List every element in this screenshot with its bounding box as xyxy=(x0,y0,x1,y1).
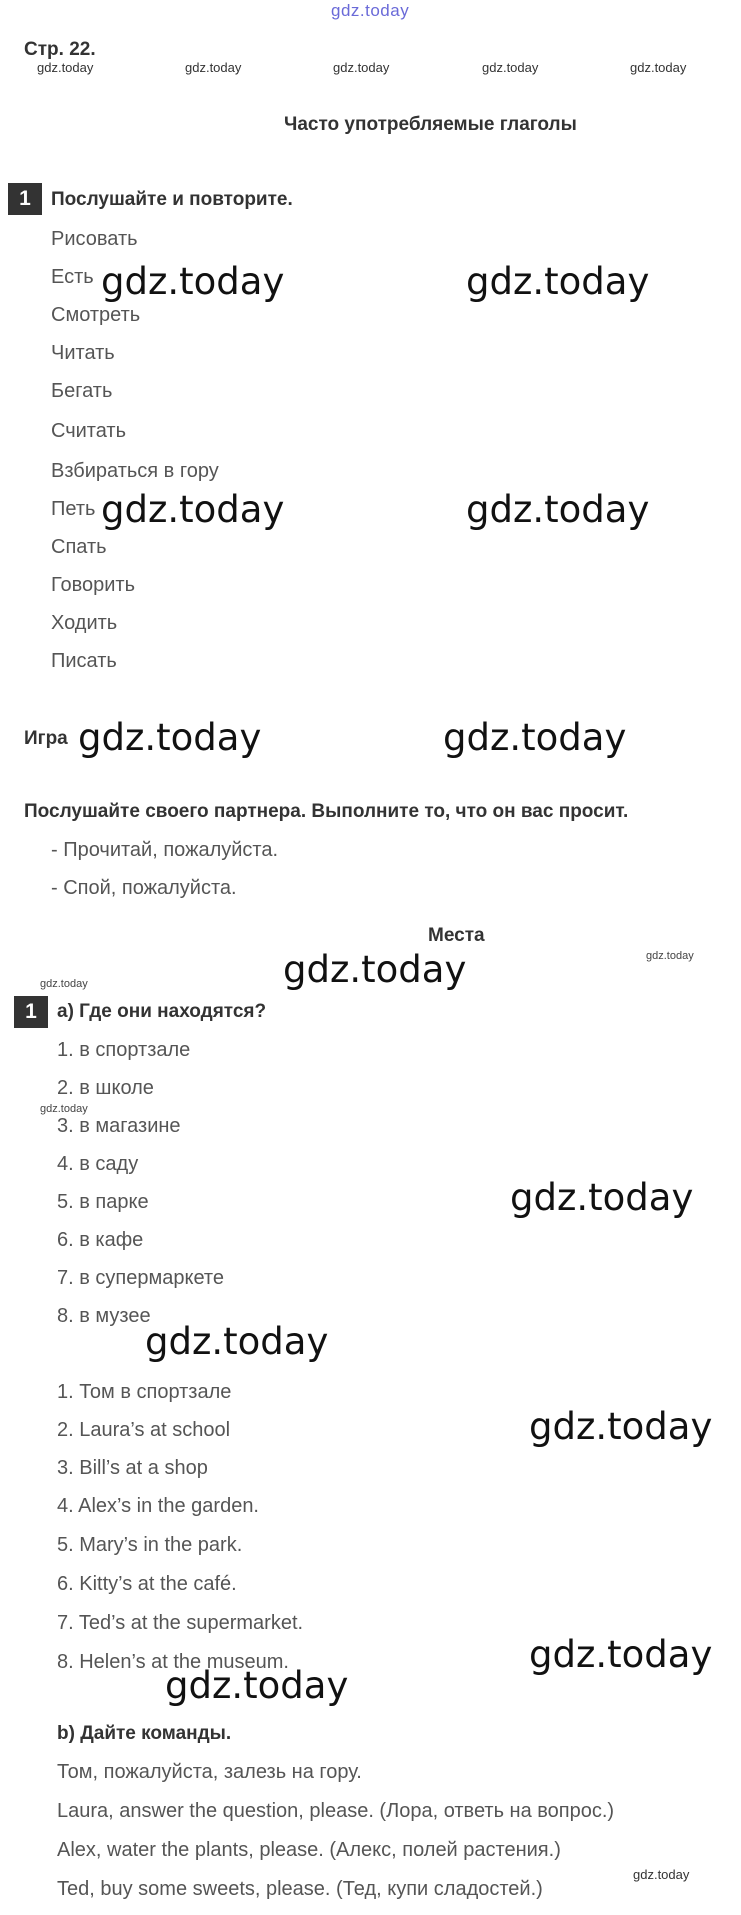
verb-item: Считать xyxy=(51,420,127,442)
big-watermark: gdz.today xyxy=(78,716,262,759)
small-watermark: gdz.today xyxy=(482,60,539,75)
big-watermark: gdz.today xyxy=(165,1664,349,1707)
small-watermark: gdz.today xyxy=(646,950,694,962)
section-title: Места xyxy=(428,925,485,946)
place-item: 8. в музее xyxy=(57,1305,151,1327)
big-watermark: gdz.today xyxy=(466,488,650,531)
command-item: Laura, answer the question, please. (Лора, ответь на вопрос.) xyxy=(57,1800,615,1822)
small-watermark: gdz.today xyxy=(185,60,242,75)
place-item: 6. в кафе xyxy=(57,1229,144,1251)
small-watermark: gdz.today xyxy=(40,978,88,990)
exercise-instruction: Послушайте и повторите. xyxy=(51,189,293,210)
exercise-number-badge: 1 xyxy=(8,183,42,215)
verb-item: Спать xyxy=(51,536,107,558)
big-watermark: gdz.today xyxy=(145,1320,329,1363)
answer-item: 2. Laura’s at school xyxy=(57,1419,231,1441)
big-watermark: gdz.today xyxy=(101,260,285,303)
big-watermark: gdz.today xyxy=(529,1633,713,1676)
big-watermark: gdz.today xyxy=(510,1176,694,1219)
small-watermark: gdz.today xyxy=(630,60,687,75)
place-item: 1. в спортзале xyxy=(57,1039,191,1061)
command-item: Alex, water the plants, please. (Алекс, полей растения.) xyxy=(57,1839,561,1861)
top-watermark: gdz.today xyxy=(331,1,410,20)
big-watermark: gdz.today xyxy=(101,488,285,531)
command-item: Ted, buy some sweets, please. (Тед, купи сладостей.) xyxy=(57,1878,543,1900)
game-line: - Спой, пожалуйста. xyxy=(51,877,237,899)
verb-item: Взбираться в гору xyxy=(51,460,219,482)
big-watermark: gdz.today xyxy=(443,716,627,759)
verb-item: Читать xyxy=(51,342,115,364)
game-instruction: Послушайте своего партнера. Выполните то, что он вас просит. xyxy=(24,801,629,822)
verb-item: Ходить xyxy=(51,612,118,634)
verb-item: Рисовать xyxy=(51,228,138,250)
verb-item: Писать xyxy=(51,650,117,672)
big-watermark: gdz.today xyxy=(283,948,467,991)
big-watermark: gdz.today xyxy=(529,1405,713,1448)
answer-item: 8. Helen’s at the museum. xyxy=(57,1651,289,1673)
command-item: Том, пожалуйста, залезь на гору. xyxy=(57,1761,362,1783)
place-item: 5. в парке xyxy=(57,1191,149,1213)
answer-item: 7. Ted’s at the supermarket. xyxy=(57,1612,304,1634)
small-watermark: gdz.today xyxy=(37,60,94,75)
exercise-number-badge: 1 xyxy=(14,996,48,1028)
answer-item: 4. Alex’s in the garden. xyxy=(57,1495,259,1517)
verb-item: Говорить xyxy=(51,574,136,596)
small-watermark: gdz.today xyxy=(633,1867,690,1882)
verb-item: Есть xyxy=(51,266,94,288)
place-item: 3. в магазине xyxy=(57,1115,181,1137)
game-title: Игра xyxy=(24,728,68,749)
answer-item: 1. Том в спортзале xyxy=(57,1381,232,1403)
section-title: Часто употребляемые глаголы xyxy=(284,114,577,135)
small-watermark: gdz.today xyxy=(333,60,390,75)
place-item: 2. в школе xyxy=(57,1077,154,1099)
game-line: - Прочитай, пожалуйста. xyxy=(51,839,279,861)
place-item: 7. в супермаркете xyxy=(57,1267,224,1289)
answer-item: 5. Mary’s in the park. xyxy=(57,1534,243,1556)
small-watermark: gdz.today xyxy=(40,1103,88,1115)
part-b-title: b) Дайте команды. xyxy=(57,1723,232,1744)
answer-item: 6. Kitty’s at the café. xyxy=(57,1573,237,1595)
place-item: 4. в саду xyxy=(57,1153,139,1175)
verb-item: Петь xyxy=(51,498,96,520)
verb-item: Бегать xyxy=(51,380,113,402)
verb-item: Смотреть xyxy=(51,304,141,326)
page-label: Стр. 22. xyxy=(24,39,96,60)
answer-item: 3. Bill’s at a shop xyxy=(57,1457,208,1479)
big-watermark: gdz.today xyxy=(466,260,650,303)
part-a-title: a) Где они находятся? xyxy=(57,1001,267,1022)
